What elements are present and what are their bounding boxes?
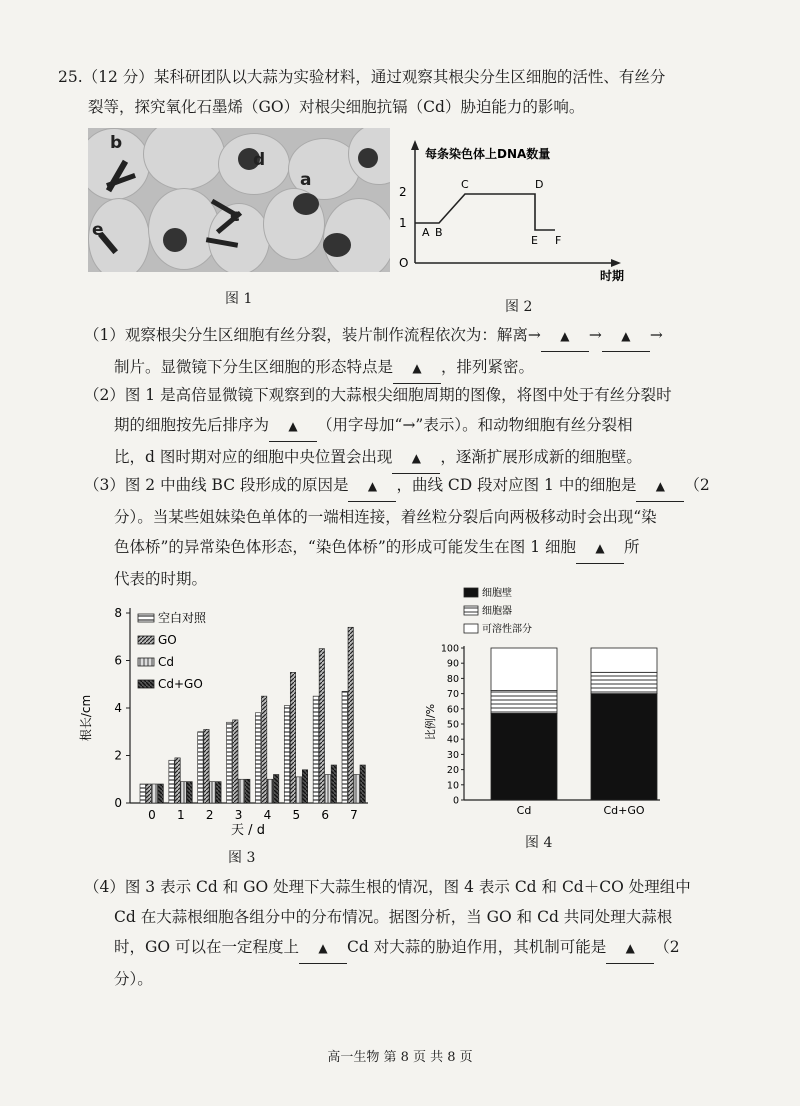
fig3-ytick-label: 0	[114, 796, 122, 810]
q4-text-d: Cd 对大蒜的胁迫作用，其机制可能是	[347, 938, 607, 956]
micro-label-a: a	[300, 170, 312, 190]
fig3-bar-cdgo-day3	[245, 779, 250, 803]
fig2-ylabel: 每条染色体上DNA数量	[425, 147, 551, 161]
fig4-ytick-label: 70	[446, 689, 459, 701]
fig3-bar-go-day0	[146, 784, 151, 803]
q2-text-b: 期的细胞按先后排序为	[114, 416, 270, 434]
figure1-micrograph	[88, 128, 390, 272]
fig3-bar-cdgo-day1	[187, 782, 192, 803]
fig4-segment-organelle-Cd+GO	[591, 672, 657, 693]
q1-blank-2[interactable]	[602, 320, 650, 352]
q3-blank-3[interactable]	[576, 532, 624, 564]
micro-label-c: c	[230, 206, 241, 226]
q1-arrow: →	[588, 326, 602, 344]
fig3-bar-cdgo-day6	[331, 765, 336, 803]
q4-blank-2[interactable]	[606, 932, 654, 964]
question-3	[84, 470, 774, 594]
q2-text-d: 比，d 图时期对应的细胞中央位置会出现	[114, 448, 393, 466]
legend-label-cellwall: 细胞壁	[482, 588, 512, 599]
intro-line-1: 某科研团队以大蒜为实验材料，通过观察其根尖分生区细胞的活性、有丝分	[153, 68, 666, 86]
fig2-ytick-2: 2	[399, 185, 407, 199]
fig2-xlabel: 时期	[600, 269, 625, 283]
fig3-ytick-label: 6	[114, 653, 122, 668]
fig3-bar-cd-day7	[354, 775, 359, 804]
blank-marker: ▲	[318, 941, 328, 955]
question-2	[84, 380, 774, 474]
q3-text-b: ，曲线 CD 段对应图 1 中的细胞是	[396, 476, 637, 494]
fig4-ytick-label: 0	[452, 795, 459, 807]
fig3-ytick-label: 8	[114, 606, 122, 620]
fig3-ylabel: 根长/cm	[79, 694, 93, 742]
legend-swatch-cdgo	[138, 680, 154, 688]
q1-blank-1[interactable]	[541, 320, 589, 352]
intro-line-2: 裂等，探究氧化石墨烯（GO）对根尖细胞抗镉（Cd）胁迫能力的影响。	[88, 98, 585, 116]
fig4-ytick-label: 100	[440, 643, 459, 655]
fig4-ytick-label: 60	[446, 704, 459, 716]
q3-text-d: 分）。当某些姐妹染色单体的一端相连接，着丝粒分裂后向两极移动时会出现“染	[114, 508, 657, 526]
legend-swatch-go	[138, 636, 154, 644]
blank-marker: ▲	[595, 541, 605, 555]
fig3-bar-go-day6	[319, 649, 324, 803]
fig3-bar-control-day7	[342, 691, 347, 803]
fig2-point-a: A	[422, 226, 430, 239]
fig4-segment-soluble-Cd	[491, 648, 557, 691]
q3-text-e: 色体桥”的异常染色体形态，“染色体桥”的形成可能发生在图 1 细胞	[114, 538, 576, 556]
fig2-curve	[415, 194, 555, 230]
fig3-xtick-label: 7	[350, 808, 358, 822]
fig3-bar-cd-day0	[152, 784, 157, 803]
fig3-bar-go-day4	[261, 696, 266, 803]
question-intro	[58, 62, 758, 122]
q4-text-a: 图 3 表示 Cd 和 GO 处理下大蒜生根的情况，图 4 表示 Cd 和 Cd＋CO 处理组中	[124, 878, 691, 896]
fig3-xtick-label: 4	[263, 808, 272, 822]
fig4-ytick-label: 80	[446, 673, 459, 685]
blank-marker: ▲	[655, 479, 665, 493]
legend-swatch-cellwall	[464, 588, 478, 597]
fig3-ytick-label: 4	[114, 701, 122, 715]
fig4-segment-cellwall-Cd	[491, 713, 557, 800]
fig3-xtick-label: 6	[321, 808, 329, 822]
q3-text-c: （2	[684, 476, 710, 494]
fig3-xtick-label: 5	[292, 808, 301, 822]
fig3-bar-cdgo-day4	[273, 775, 278, 804]
q3-blank-2[interactable]	[636, 470, 684, 502]
q4-number: （4）	[84, 878, 125, 896]
fig3-xtick-label: 2	[205, 808, 214, 822]
q2-text-c: （用字母加“→”表示）。和动物细胞有丝分裂相	[317, 416, 633, 434]
fig3-bar-go-day7	[348, 627, 353, 803]
q4-text-f: 分）。	[114, 970, 153, 988]
fig3-bar-go-day1	[175, 758, 180, 803]
fig4-ytick-label: 20	[446, 765, 459, 777]
fig3-xtick-label: 1	[177, 808, 185, 822]
q4-text-e: （2	[654, 938, 680, 956]
fig2-point-f: F	[555, 234, 562, 247]
fig3-bar-control-day6	[313, 696, 318, 803]
q2-text-e: ，逐渐扩展形成新的细胞壁。	[440, 448, 642, 466]
fig4-xtick-label: Cd	[516, 804, 532, 817]
legend-label-go: GO	[158, 633, 177, 647]
fig3-bar-cd-day2	[210, 782, 215, 803]
fig3-bar-go-day3	[233, 720, 238, 803]
legend-label-soluble: 可溶性部分	[482, 624, 532, 635]
figure1-caption: 图 1	[225, 291, 253, 307]
fig3-xlabel: 天 / d	[231, 823, 265, 838]
fig2-point-e: E	[531, 234, 538, 247]
fig3-bar-control-day0	[140, 784, 145, 803]
question-score: （12 分）	[82, 68, 154, 86]
fig2-point-d: D	[535, 178, 544, 191]
q1-text-c: 制片。显微镜下分生区细胞的形态特点是	[114, 358, 394, 376]
fig4-xtick-label: Cd+GO	[603, 804, 645, 817]
fig3-bar-cdgo-day0	[158, 784, 163, 803]
legend-label-cdgo: Cd+GO	[158, 677, 203, 691]
fig3-bar-cd-day4	[267, 779, 272, 803]
q4-blank-1[interactable]	[299, 932, 347, 964]
fig2-point-b: B	[435, 226, 443, 239]
page-footer: 高一生物 第 8 页 共 8 页	[327, 1050, 473, 1065]
fig3-bar-cd-day6	[325, 775, 330, 804]
q2-blank-1[interactable]	[269, 410, 317, 442]
question-4	[84, 872, 774, 994]
fig4-ylabel: 比例/%	[424, 703, 437, 741]
fig3-bar-cd-day1	[181, 782, 186, 803]
legend-swatch-organelle	[464, 606, 478, 615]
micro-label-d: d	[253, 150, 266, 170]
q3-text-a: 图 2 中曲线 BC 段形成的原因是	[124, 476, 349, 494]
q1-arrow-2: →	[649, 326, 663, 344]
q2-number: （2）	[84, 386, 125, 404]
micro-label-b: b	[110, 133, 123, 153]
figure3-chart	[78, 598, 388, 838]
fig3-bar-go-day2	[204, 729, 209, 803]
fig3-bar-cd-day3	[239, 779, 244, 803]
fig3-bar-cdgo-day7	[360, 765, 365, 803]
fig4-ytick-label: 40	[446, 734, 459, 746]
q4-text-c: 时，GO 可以在一定程度上	[114, 938, 300, 956]
fig4-segment-cellwall-Cd+GO	[591, 694, 657, 800]
blank-marker: ▲	[621, 329, 631, 343]
fig4-ytick-label: 30	[446, 749, 459, 761]
legend-swatch-soluble	[464, 624, 478, 633]
fig3-bar-go-day5	[290, 672, 295, 803]
fig3-bar-control-day4	[255, 713, 260, 803]
legend-label-cd: Cd	[158, 655, 174, 669]
blank-marker: ▲	[560, 329, 570, 343]
fig4-legend	[464, 586, 532, 635]
question-1	[84, 320, 774, 384]
blank-marker: ▲	[412, 361, 422, 375]
fig2-point-c: C	[461, 178, 469, 191]
fig4-ytick-label: 10	[446, 780, 459, 792]
q4-text-b: Cd 在大蒜根细胞各组分中的分布情况。据图分析，当 GO 和 Cd 共同处理大蒜根	[114, 908, 673, 926]
blank-marker: ▲	[288, 419, 298, 433]
q1-text-a: 观察根尖分生区细胞有丝分裂，装片制作流程依次为：解离→	[124, 326, 541, 344]
figure3-caption: 图 3	[228, 850, 256, 866]
micro-label-e: e	[92, 220, 104, 240]
fig4-ytick-label: 90	[446, 658, 459, 670]
legend-label-control: 空白对照	[158, 611, 207, 625]
fig3-bar-control-day1	[169, 760, 174, 803]
fig4-segment-soluble-Cd+GO	[591, 648, 657, 672]
q3-text-g: 代表的时期。	[114, 570, 208, 588]
q1-text-d: ，排列紧密。	[441, 358, 535, 376]
fig3-bar-cdgo-day5	[302, 770, 307, 803]
question-number: 25.	[58, 68, 83, 86]
fig3-bar-control-day5	[284, 706, 289, 803]
legend-swatch-cd	[138, 658, 154, 666]
q3-number: （3）	[84, 476, 125, 494]
fig3-bar-cd-day5	[296, 777, 301, 803]
legend-label-organelle: 细胞器	[482, 606, 512, 617]
blank-marker: ▲	[411, 451, 421, 465]
legend-swatch-control	[138, 614, 154, 622]
fig2-ytick-1: 1	[399, 216, 407, 230]
fig3-bar-control-day3	[227, 722, 232, 803]
figure2-caption: 图 2	[505, 299, 533, 315]
blank-marker: ▲	[625, 941, 635, 955]
fig2-origin: O	[399, 256, 409, 270]
q1-number: （1）	[84, 326, 125, 344]
fig3-xtick-label: 3	[234, 808, 243, 822]
q2-text-a: 图 1 是高倍显微镜下观察到的大蒜根尖细胞周期的图像，将图中处于有丝分裂时	[124, 386, 672, 404]
blank-marker: ▲	[367, 479, 378, 493]
figure2-graph	[395, 138, 655, 288]
fig3-bar-control-day2	[198, 732, 203, 803]
fig4-segment-organelle-Cd	[491, 691, 557, 714]
fig4-ytick-label: 50	[446, 719, 459, 731]
q3-text-f: 所	[624, 538, 640, 556]
fig3-bar-cdgo-day2	[216, 782, 221, 803]
figure4-caption: 图 4	[525, 835, 553, 851]
fig3-ytick-label: 2	[114, 748, 122, 763]
figure4-chart	[420, 582, 670, 822]
fig3-legend	[138, 610, 207, 691]
fig3-xtick-label: 0	[148, 808, 156, 822]
q3-blank-1[interactable]	[348, 470, 396, 502]
